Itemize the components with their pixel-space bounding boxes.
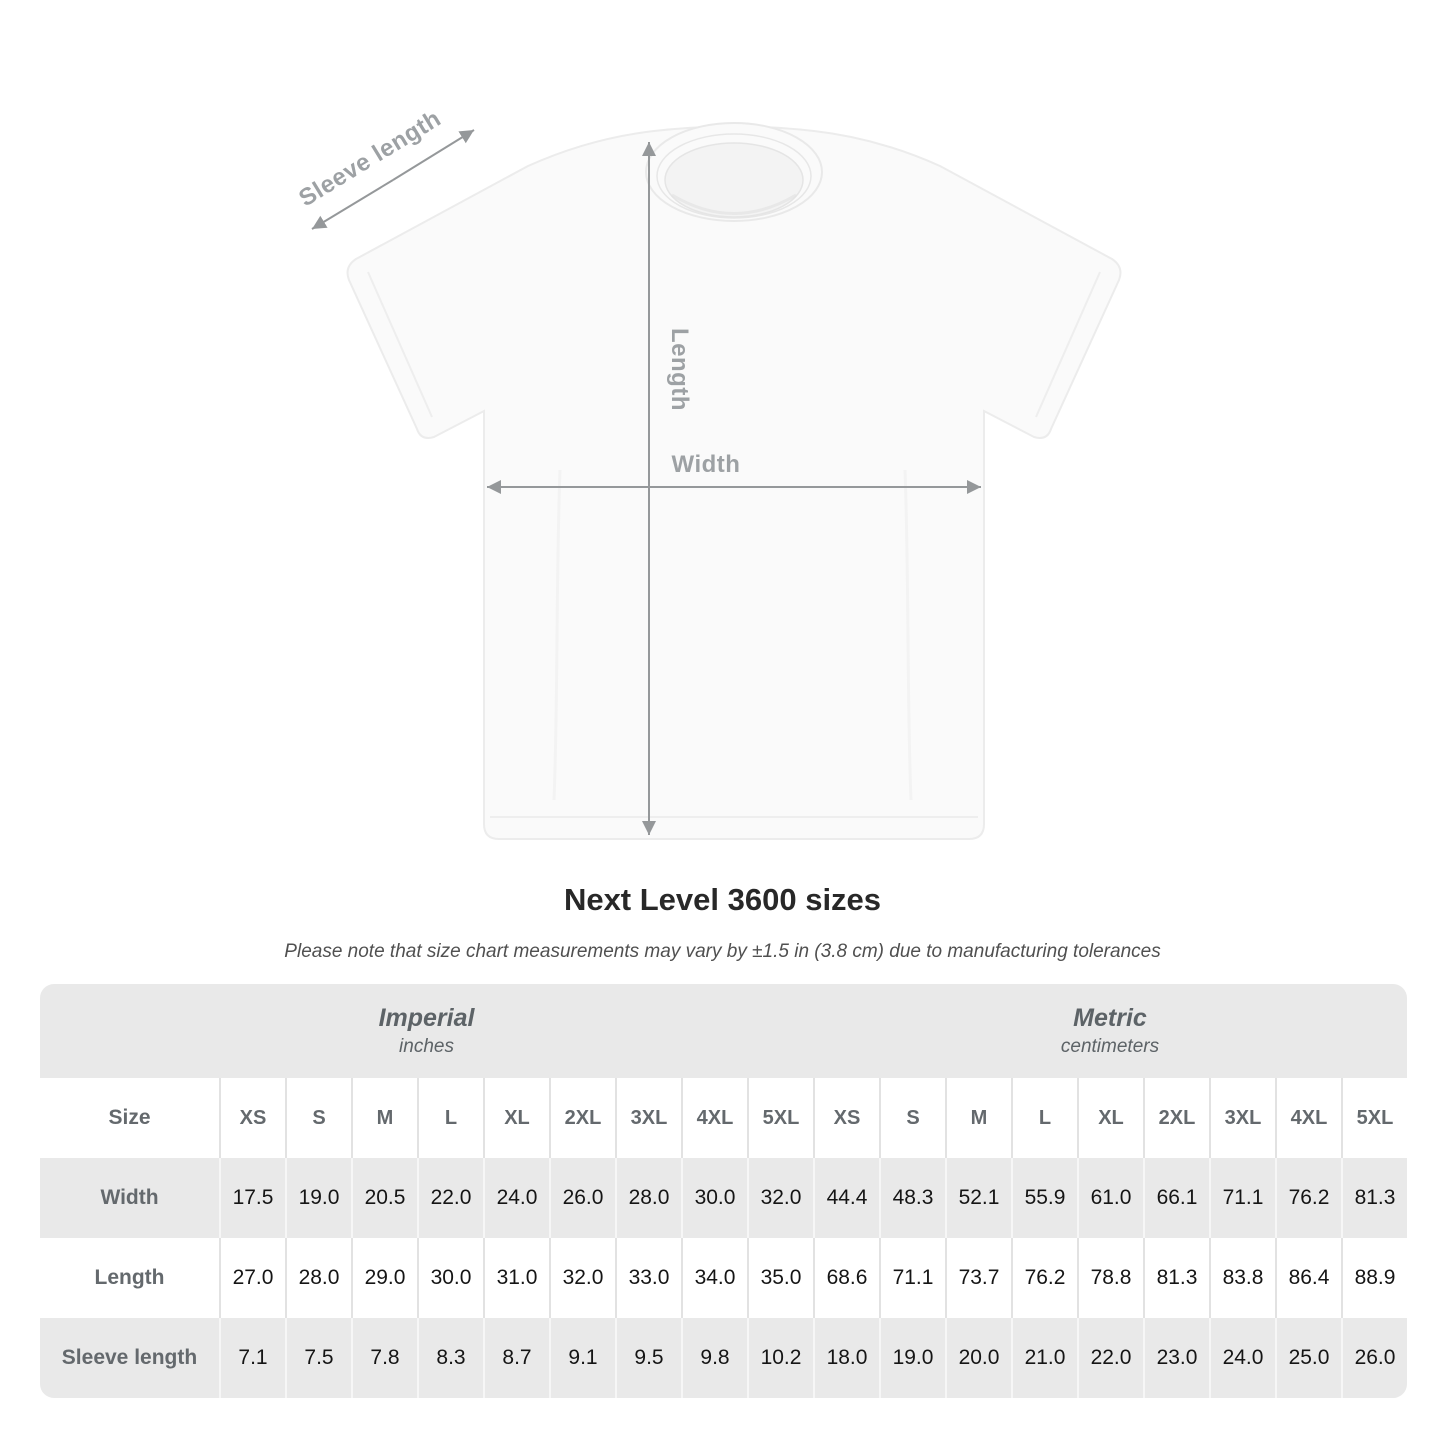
size-column-header: 2XL (1143, 1078, 1209, 1158)
imperial-value-cell: 29.0 (351, 1238, 417, 1318)
metric-value-cell: 83.8 (1209, 1238, 1275, 1318)
metric-value-cell: 22.0 (1077, 1318, 1143, 1398)
imperial-value-cell: 27.0 (219, 1238, 285, 1318)
imperial-value-cell: 19.0 (285, 1158, 351, 1238)
unit-header-band (40, 984, 1407, 1078)
imperial-value-cell: 17.5 (219, 1158, 285, 1238)
measurement-row (40, 1158, 1407, 1238)
metric-value-cell: 71.1 (879, 1238, 945, 1318)
size-column-header: M (351, 1078, 417, 1158)
metric-value-cell: 81.3 (1341, 1158, 1407, 1238)
table-rows (40, 1078, 1407, 1398)
imperial-value-cell: 8.7 (483, 1318, 549, 1398)
size-column-header: S (879, 1078, 945, 1158)
size-column-header: 3XL (615, 1078, 681, 1158)
size-column-header: S (285, 1078, 351, 1158)
imperial-value-cell: 31.0 (483, 1238, 549, 1318)
size-header-label: Size (108, 1106, 151, 1129)
imperial-value-cell: 8.3 (417, 1318, 483, 1398)
imperial-value-cell: 30.0 (417, 1238, 483, 1318)
metric-value-cell: 68.6 (813, 1238, 879, 1318)
imperial-value-cell: 7.1 (219, 1318, 285, 1398)
imperial-value-cell: 7.5 (285, 1318, 351, 1398)
metric-value-cell: 71.1 (1209, 1158, 1275, 1238)
imperial-value-cell: 28.0 (615, 1158, 681, 1238)
imperial-value-cell: 9.1 (549, 1318, 615, 1398)
imperial-value-cell: 34.0 (681, 1238, 747, 1318)
imperial-value-cell: 35.0 (747, 1238, 813, 1318)
imperial-value-cell: 7.8 (351, 1318, 417, 1398)
size-column-header: XS (813, 1078, 879, 1158)
size-column-header: XL (1077, 1078, 1143, 1158)
imperial-value-cell: 22.0 (417, 1158, 483, 1238)
metric-value-cell: 48.3 (879, 1158, 945, 1238)
metric-value-cell: 61.0 (1077, 1158, 1143, 1238)
metric-value-cell: 81.3 (1143, 1238, 1209, 1318)
metric-value-cell: 86.4 (1275, 1238, 1341, 1318)
page-title: Next Level 3600 sizes (563, 882, 882, 917)
metric-value-cell: 19.0 (879, 1318, 945, 1398)
metric-value-cell: 76.2 (1011, 1238, 1077, 1318)
metric-subtitle: centimeters (1060, 1036, 1160, 1057)
imperial-subtitle: inches (399, 1036, 454, 1057)
size-column-header: L (1011, 1078, 1077, 1158)
row-label: Width (100, 1186, 159, 1209)
metric-section-header (813, 984, 1407, 1078)
imperial-value-cell: 9.8 (681, 1318, 747, 1398)
row-label: Sleeve length (61, 1346, 198, 1369)
tolerance-note: Please note that size chart measurements may vary by ±1.5 in (3.8 cm) due to manufacturing tolerances (284, 941, 1161, 962)
metric-value-cell: 52.1 (945, 1158, 1011, 1238)
imperial-value-cell: 30.0 (681, 1158, 747, 1238)
metric-value-cell: 20.0 (945, 1318, 1011, 1398)
size-column-header: L (417, 1078, 483, 1158)
width-label: Width (671, 451, 741, 478)
metric-value-cell: 18.0 (813, 1318, 879, 1398)
imperial-value-cell: 33.0 (615, 1238, 681, 1318)
size-column-header: 3XL (1209, 1078, 1275, 1158)
length-label: Length (666, 328, 693, 411)
size-column-header: 4XL (1275, 1078, 1341, 1158)
metric-value-cell: 24.0 (1209, 1318, 1275, 1398)
size-column-header: M (945, 1078, 1011, 1158)
metric-value-cell: 76.2 (1275, 1158, 1341, 1238)
row-label: Length (94, 1266, 165, 1289)
size-column-header: 2XL (549, 1078, 615, 1158)
imperial-value-cell: 32.0 (747, 1158, 813, 1238)
metric-value-cell: 26.0 (1341, 1318, 1407, 1398)
neck-opening (665, 143, 803, 217)
size-column-header: 5XL (747, 1078, 813, 1158)
metric-value-cell: 88.9 (1341, 1238, 1407, 1318)
size-column-header: 5XL (1341, 1078, 1407, 1158)
metric-value-cell: 78.8 (1077, 1238, 1143, 1318)
metric-value-cell: 21.0 (1011, 1318, 1077, 1398)
size-column-header: XL (483, 1078, 549, 1158)
imperial-title: Imperial (378, 1004, 475, 1032)
measurement-row (40, 1238, 1407, 1318)
sleeve-length-label: Sleeve length (294, 104, 446, 213)
imperial-section-header (40, 984, 813, 1078)
metric-value-cell: 66.1 (1143, 1158, 1209, 1238)
measurement-row (40, 1318, 1407, 1398)
size-column-header: XS (219, 1078, 285, 1158)
imperial-value-cell: 10.2 (747, 1318, 813, 1398)
metric-value-cell: 25.0 (1275, 1318, 1341, 1398)
imperial-value-cell: 28.0 (285, 1238, 351, 1318)
metric-value-cell: 44.4 (813, 1158, 879, 1238)
metric-value-cell: 23.0 (1143, 1318, 1209, 1398)
size-column-header: 4XL (681, 1078, 747, 1158)
imperial-value-cell: 32.0 (549, 1238, 615, 1318)
size-table (40, 984, 1407, 1398)
metric-value-cell: 55.9 (1011, 1158, 1077, 1238)
imperial-value-cell: 24.0 (483, 1158, 549, 1238)
imperial-value-cell: 20.5 (351, 1158, 417, 1238)
metric-title: Metric (1073, 1004, 1147, 1032)
imperial-value-cell: 26.0 (549, 1158, 615, 1238)
imperial-value-cell: 9.5 (615, 1318, 681, 1398)
tshirt-illustration (348, 123, 1121, 839)
metric-value-cell: 73.7 (945, 1238, 1011, 1318)
size-header-row (40, 1078, 1407, 1158)
